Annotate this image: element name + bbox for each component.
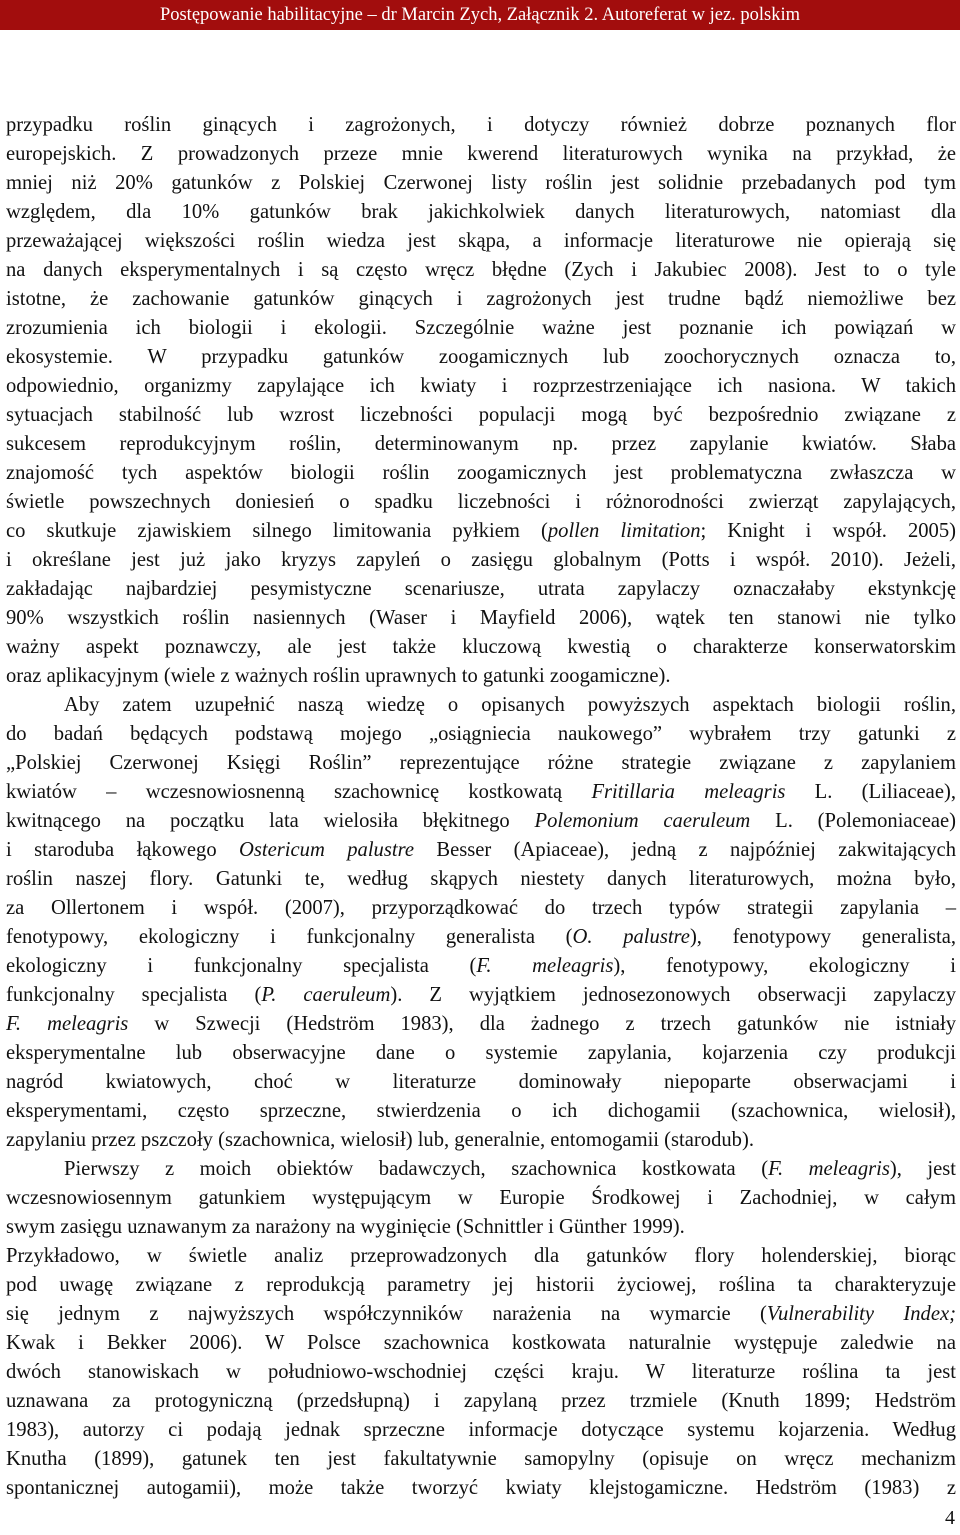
text-line (6, 1445, 956, 1474)
text-line (6, 1010, 956, 1039)
text-segment: zrozumienia ich biologii i ekologii. Szczególnie ważne jest poznanie ich powiązań w (6, 317, 956, 339)
text-segment: ), jest (889, 1158, 957, 1180)
text-segment: ekosystemie. W przypadku gatunków zoogamicznych lub zoochorycznych oznacza to, (6, 346, 956, 368)
text-segment: znajomość tych aspektów biologii roślin zoogamicznych jest problematyczna zwłaszcza w (6, 462, 956, 484)
text-line (6, 575, 956, 604)
text-line (6, 1300, 956, 1329)
text-segment: kwiatów – wczesnowiosnenną szachownicę kostkowatą (6, 781, 592, 803)
text-segment: się jednym z najwyższych współczynników narażenia na wymarcie ( (6, 1303, 767, 1325)
italic-text: Ostericum palustre (239, 839, 414, 861)
text-segment: zakładając najbardziej pesymistyczne scenariusze, utrata zapylaczy oznaczałaby ekstynkcję (6, 578, 956, 600)
text-segment: sytuacjach stabilność lub wzrost liczebności populacji mogą być bezpośrednio związane z (6, 404, 956, 426)
text-line (6, 256, 956, 285)
text-line (6, 1213, 956, 1242)
text-line (6, 343, 956, 372)
text-line (6, 923, 956, 952)
text-line (6, 865, 956, 894)
text-line (6, 1097, 956, 1126)
text-segment: eksperymentami, często sprzeczne, stwierdzenia o ich dichogamii (szachownica, wielosił), (6, 1100, 956, 1122)
italic-text: pollen limitation (547, 520, 701, 542)
text-segment: swym zasięgu uznawanym za narażony na wyginięcie (Schnittler i Günther 1999). (6, 1216, 685, 1238)
text-segment: przypadku roślin ginących i zagrożonych, i dotyczy również dobrze poznanych flor (6, 114, 956, 136)
text-segment: ). Z wyjątkiem jednosezonowych obserwacji zapylaczy (390, 984, 956, 1006)
text-segment: ), fenotypowy generalista, (689, 926, 956, 948)
text-segment: europejskich. Z prowadzonych przeze mnie kwerend literaturowych wynika na przykład, że (6, 143, 956, 165)
text-segment: i określane jest już jako kryzys zapyleń o zasięgu globalnym (Potts i współ. 2010). Jeżeli, (6, 549, 956, 571)
text-segment: uznawana za protogyniczną (przedsłupną) i zapylaną przez trzmiele (Knuth 1899; Hedström (6, 1390, 956, 1412)
italic-text: Polemonium caeruleum (534, 810, 751, 832)
text-segment: przeważającej większości roślin wiedza jest skąpa, a informacje literaturowe nie opierają się (6, 230, 956, 252)
text-segment: Kwak i Bekker 2006). W Polsce szachownica kostkowata naturalnie występuje zaledwie na (6, 1332, 956, 1354)
text-line (6, 169, 956, 198)
text-segment: Pierwszy z moich obiektów badawczych, szachownica kostkowata ( (64, 1158, 769, 1180)
text-segment: kwitnącego na początku lata wielosiła błękitnego (6, 810, 535, 832)
text-line (6, 1242, 956, 1271)
text-segment: eksperymentalne lub obserwacyjne dane o systemie zapylania, kojarzenia czy produkcji (6, 1042, 956, 1064)
text-segment: ważny aspekt poznawczy, ale jest także kluczową kwestią o charakterze konserwatorskim (6, 636, 956, 658)
text-segment: do badań będących podstawą mojego „osiągniecia naukowego” wybrałem trzy gatunki z (6, 723, 956, 745)
text-line (6, 1329, 956, 1358)
text-line (6, 401, 956, 430)
text-line (6, 952, 956, 981)
text-segment: mniej niż 20% gatunków z Polskiej Czerwonej listy roślin jest solidnie przebadanych pod tym (6, 172, 956, 194)
text-line (6, 604, 956, 633)
text-segment: Knutha (1899), gatunek ten jest fakultatywnie samopylny (opisuje on wręcz mechanizm (6, 1448, 956, 1470)
text-line (6, 720, 956, 749)
text-line (6, 749, 956, 778)
text-line (6, 198, 956, 227)
text-line (6, 372, 956, 401)
text-segment: za Ollertonem i współ. (2007), przyporządkować do trzech typów strategii zapylania – (6, 897, 956, 919)
page-number: 4 (945, 1507, 955, 1529)
text-line (6, 314, 956, 343)
text-line (6, 546, 956, 575)
text-line (6, 1039, 956, 1068)
text-segment: Aby zatem uzupełnić naszą wiedzę o opisanych powyższych aspektach biologii roślin, (64, 694, 956, 716)
text-line (6, 807, 956, 836)
page-header (0, 0, 960, 30)
text-segment: względem, dla 10% gatunków brak jakichkolwiek danych literaturowych, natomiast dla (6, 201, 956, 223)
text-line (6, 140, 956, 169)
text-segment: dwóch stanowiskach w południowo-wschodniej części kraju. W literaturze roślina ta jest (6, 1361, 956, 1383)
text-line (6, 1068, 956, 1097)
text-segment: odpowiednio, organizmy zapylające ich kwiaty i rozprzestrzeniające ich nasiona. W takich (6, 375, 956, 397)
text-line (6, 778, 956, 807)
text-segment: fenotypowy, ekologiczny i funkcjonalny generalista ( (6, 926, 573, 948)
italic-text: F. meleagris (6, 1013, 129, 1035)
text-segment: oraz aplikacyjnym (wiele z ważnych roślin uprawnych to gatunki zoogamiczne). (6, 665, 671, 687)
text-line (6, 1126, 956, 1155)
text-line (6, 517, 956, 546)
text-segment: pod uwagę związane z reprodukcją parametry jej historii życiowej, roślina ta charakteryzuje (6, 1274, 956, 1296)
text-segment: 90% wszystkich roślin nasiennych (Waser i Mayfield 2006), wątek ten stanowi nie tylko (6, 607, 956, 629)
text-segment: L. (Polemoniaceae) (750, 810, 957, 832)
text-segment: Przykładowo, w świetle analiz przeprowadzonych dla gatunków flory holenderskiej, biorąc (6, 1245, 956, 1267)
text-line (6, 1358, 956, 1387)
text-segment: ), fenotypowy, ekologiczny i (613, 955, 956, 977)
text-line (6, 1184, 956, 1213)
text-line (6, 836, 956, 865)
text-segment: 1983), autorzy ci podają jednak sprzeczne informacje dotyczące systemu kojarzenia. Według (6, 1419, 956, 1441)
italic-text: F. meleagris (768, 1158, 890, 1180)
text-line (6, 459, 956, 488)
text-line (6, 894, 956, 923)
text-line (6, 633, 956, 662)
text-segment: L. (Liliaceae), (785, 781, 956, 803)
text-segment: funkcjonalny specjalista ( (6, 984, 262, 1006)
text-line (6, 981, 956, 1010)
text-line (6, 227, 956, 256)
text-segment: wczesnowiosennym gatunkiem występującym w Europie Środkowej i Zachodniej, w całym (6, 1187, 956, 1209)
italic-text: P. caeruleum (261, 984, 391, 1006)
document-body (6, 111, 956, 1503)
text-segment: istotne, że zachowanie gatunków ginących i zagrożonych jest trudne bądź niemożliwe bez (6, 288, 956, 310)
text-segment: spontanicznej autogamii), może także tworzyć kwiaty klejstogamiczne. Hedström (1983) z (6, 1477, 956, 1499)
text-segment: zapylaniu przez pszczoły (szachownica, wielosił) lub, generalnie, entomogamii (starodub). (6, 1129, 754, 1151)
text-line (6, 1155, 956, 1184)
text-line (6, 1271, 956, 1300)
text-segment: nagród kwiatowych, choć w literaturze dominowały niepoparte obserwacjami i (6, 1071, 956, 1093)
text-segment: „Polskiej Czerwonej Księgi Roślin” reprezentujące różne strategie związane z zapylaniem (6, 752, 956, 774)
text-line (6, 691, 956, 720)
italic-text: F. meleagris (476, 955, 614, 977)
text-segment: i staroduba łąkowego (6, 839, 240, 861)
text-line (6, 1474, 956, 1503)
text-line (6, 430, 956, 459)
text-segment: ekologiczny i funkcjonalny specjalista ( (6, 955, 477, 977)
italic-text: Vulnerability Index; (766, 1303, 956, 1325)
text-line (6, 1387, 956, 1416)
text-segment: sukcesem reprodukcyjnym roślin, determinowanym np. przez zapylanie kwiatów. Słaba (6, 433, 956, 455)
italic-text: Fritillaria meleagris (591, 781, 786, 803)
text-line (6, 111, 956, 140)
text-segment: świetle powszechnych doniesień o spadku liczebności i różnorodności zwierząt zapylających, (6, 491, 956, 513)
text-line (6, 285, 956, 314)
text-line (6, 488, 956, 517)
text-segment: co skutkuje zjawiskiem silnego limitowania pyłkiem ( (6, 520, 548, 542)
text-line (6, 1416, 956, 1445)
text-segment: roślin naszej flory. Gatunki te, według skąpych niestety danych literaturowych, można było, (6, 868, 956, 890)
text-line (6, 662, 956, 691)
text-segment: ; Knight i współ. 2005) (700, 520, 956, 542)
italic-text: O. palustre (572, 926, 690, 948)
text-segment: na danych eksperymentalnych i są często wręcz błędne (Zych i Jakubiec 2008). Jest to o tyle (6, 259, 956, 281)
header-title: Postępowanie habilitacyjne – dr Marcin Zych, Załącznik 2. Autoreferat w jez. polskim (159, 5, 801, 25)
text-segment: w Szwecji (Hedström 1983), dla żadnego z trzech gatunków nie istniały (128, 1013, 956, 1035)
text-segment: Besser (Apiaceae), jedną z najpóźniej zakwitających (413, 839, 956, 861)
